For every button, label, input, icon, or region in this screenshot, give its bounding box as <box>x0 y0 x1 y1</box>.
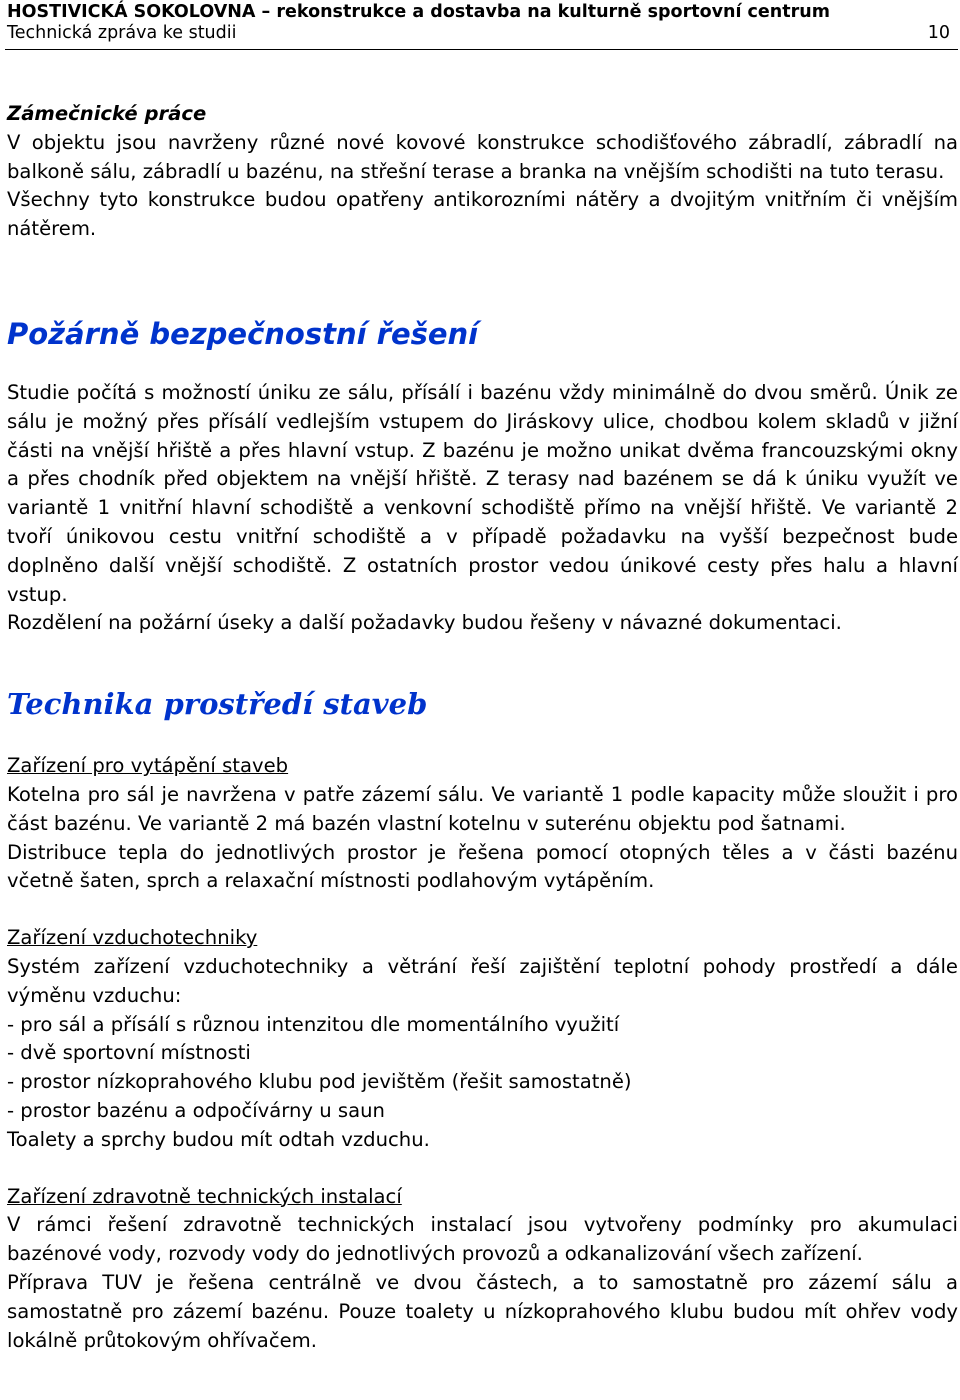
list-item: - prostor nízkoprahového klubu pod jevištěm (řešit samostatně) <box>7 1070 632 1094</box>
page-number: 10 <box>927 23 950 43</box>
list-item: - prostor bazénu a odpočívárny u saun <box>7 1098 385 1122</box>
paragraph-locksmith-1: V objektu jsou navrženy různé nové kovové konstrukce schodišťového zábradlí, zábradlí na balkoně sálu, zábradlí u bazénu, na střešní terase a branka na vnějším schodišti na tuto terasu. <box>7 130 958 183</box>
subheading-air-handling: Zařízení vzduchotechniky <box>7 926 258 950</box>
paragraph-air-intro: Systém zařízení vzduchotechniky a větrání řeší zajištění teplotní pohody prostředí a dále výměnu vzduchu: <box>7 954 958 1007</box>
subheading-heating: Zařízení pro vytápění staveb <box>7 754 289 778</box>
paragraph-sanitary-1: V rámci řešení zdravotně technických instalací jsou vytvořeny podmínky pro akumulaci bazénové vody, rozvody vody do jednotlivých provozů a odkanalizování všech zařízení. <box>7 1213 958 1266</box>
list-item: - dvě sportovní místnosti <box>7 1041 251 1065</box>
paragraph-locksmith-2: Všechny tyto konstrukce budou opatřeny antikorozními nátěry a dvojitým vnitřním či vnějším nátěrem. <box>7 188 958 241</box>
subheading-sanitary: Zařízení zdravotně technických instalací <box>7 1184 402 1208</box>
section-heading-building-services: Technika prostředí staveb <box>7 687 428 722</box>
paragraph-fire-2: Rozdělení na požární úseky a další požadavky budou řešeny v návazné dokumentaci. <box>7 611 842 635</box>
section-heading-fire-safety: Požárně bezpečnostní řešení <box>7 316 479 351</box>
air-handling-list <box>7 1011 958 1126</box>
paragraph-heating-2: Distribuce tepla do jednotlivých prostor je řešena pomocí otopných těles a v části bazénu včetně šaten, sprch a relaxační místnosti podlahovým vytápěním. <box>7 840 958 893</box>
header-divider <box>5 49 958 50</box>
section-heading-locksmith: Zámečnické práce <box>7 102 207 125</box>
document-header-title: HOSTIVICKÁ SOKOLOVNA – rekonstrukce a dostavba na kulturně sportovní centrum <box>7 2 830 22</box>
paragraph-sanitary-2: Příprava TUV je řešena centrálně ve dvou částech, a to samostatně pro zázemí sálu a samostatně pro zázemí bazénu. Pouze toalety u nízkoprahového klubu budou mít ohřev vody lokálně průtokovým ohřívačem. <box>7 1270 958 1352</box>
document-header-subtitle: Technická zpráva ke studii <box>7 23 237 43</box>
paragraph-fire-1: Studie počítá s možností úniku ze sálu, přísálí i bazénu vždy minimálně do dvou směrů. Únik ze sálu je možný přes přísálí vedlejším vstupem do Jiráskovy ulice, chodbou kolem skladů v jižní části na vnější hřiště a přes hlavní vstup. Z bazénu je možno unikat dvěma francouzskými okny a přes chodník před objektem na vnější hřiště. Z terasy nad bazénem se dá k úniku využít ve variantě 1 vnitřní hlavní schodiště a venkovní schodiště přímo na vnější hřiště. Ve variantě 2 tvoří únikovou cestu vnitřní schodiště a v případě požadavku na vyšší bezpečnost bude doplněno další vnější schodiště. Z ostatních prostor vedou únikové cesty přes halu a hlavní vstup. <box>7 380 958 606</box>
document-body <box>7 100 958 1355</box>
paragraph-air-outro: Toalety a sprchy budou mít odtah vzduchu. <box>7 1127 430 1151</box>
paragraph-heating-1: Kotelna pro sál je navržena v patře zázemí sálu. Ve variantě 1 podle kapacity může sloužit i pro část bazénu. Ve variantě 2 má bazén vlastní kotelnu v suterénu objektu pod šatnami. <box>7 782 958 835</box>
list-item: - pro sál a přísálí s různou intenzitou dle momentálního využití <box>7 1012 620 1036</box>
